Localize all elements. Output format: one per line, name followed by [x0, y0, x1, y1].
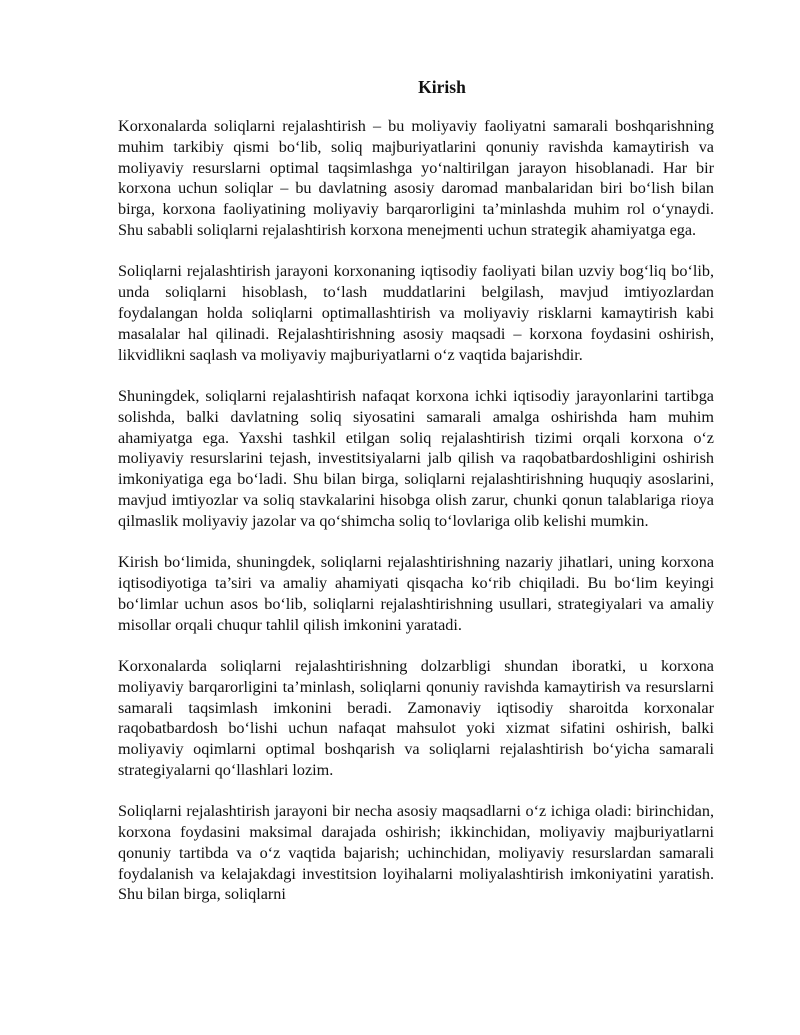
paragraph-4: Kirish bo‘limida, shuningdek, soliqlarni rejalashtirishning nazariy jihatlari, uning korxona iqtisodiyotiga ta’siri va amaliy ahamiyati qisqacha ko‘rib chiqiladi. Bu bo‘lim keyingi bo‘limlar uchun asos bo‘lib, soliqlarni rejalashtirishning usullari, strategiyalari va amaliy misollar orqali chuqur tahlil qilish imkonini yaratadi.	[118, 553, 714, 634]
paragraph-3: Shuningdek, soliqlarni rejalashtirish nafaqat korxona ichki iqtisodiy jarayonlarini tartibga solishda, balki davlatning soliq siyosatini samarali amalga oshirishda ham muhim ahamiyatga ega. Yaxshi tashkil etilgan soliq rejalashtirish tizimi orqali korxona o‘z moliyaviy resurslarini tejash, investitsiyalarni jalb qilish va raqobatbardoshligini oshirish imkoniyatiga ega bo‘ladi. Shu bilan birga, soliqlarni rejalashtirishning huquqiy asoslarini, mavjud imtiyozlar va soliq stavkalarini hisobga olish zarur, chunki qonun talablariga rioya qilmaslik moliyaviy jazolar va qo‘shimcha soliq to‘lovlariga olib kelishi mumkin.	[118, 386, 714, 530]
paragraph-1: Korxonalarda soliqlarni rejalashtirish – bu moliyaviy faoliyatni samarali boshqarishning muhim tarkibiy qismi bo‘lib, soliq majburiyatlarini qonuniy ravishda kamaytirish va moliyaviy resurslarni optimal taqsimlashga yo‘naltirilgan jarayon hisoblanadi. Har bir korxona uchun soliqlar – bu davlatning asosiy daromad manbalaridan biri bo‘lish bilan birga, korxona faoliyatining moliyaviy barqarorligini ta’minlashda muhim rol o‘ynaydi. Shu sababli soliqlarni rejalashtirish korxona menejmenti uchun strategik ahamiyatga ega.	[118, 117, 714, 239]
document-title: Kirish	[418, 77, 466, 97]
paragraph-6: Soliqlarni rejalashtirish jarayoni bir necha asosiy maqsadlarni o‘z ichiga oladi: birinchidan, korxona foydasini maksimal darajada oshirish; ikkinchidan, moliyaviy majburiyatlarni qonuniy tartibda va o‘z vaqtida bajarish; uchinchidan, moliyaviy resurslardan samarali foydalanish va kelajakdagi investitsion loyihalarni moliyalashtirish imkoniyatini yaratish. Shu bilan birga, soliqlarni	[118, 802, 714, 904]
document-page	[118, 74, 714, 905]
paragraph-5: Korxonalarda soliqlarni rejalashtirishning dolzarbligi shundan iboratki, u korxona moliyaviy barqarorligini ta’minlash, soliqlarni qonuniy ravishda kamaytirish va resurslarni samarali taqsimlash imkonini beradi. Zamonaviy iqtisodiy sharoitda korxonalar raqobatbardosh bo‘lishi uchun nafaqat mahsulot yoki xizmat sifatini oshirish, balki moliyaviy oqimlarni optimal boshqarish va soliqlarni rejalashtirish bo‘yicha samarali strategiyalarni qo‘llashlari lozim.	[118, 656, 714, 779]
paragraph-2: Soliqlarni rejalashtirish jarayoni korxonaning iqtisodiy faoliyati bilan uzviy bog‘liq bo‘lib, unda soliqlarni hisoblash, to‘lash muddatlarini belgilash, mavjud imtiyozlardan foydalangan holda soliqlarni optimallashtirish va moliyaviy risklarni kamaytirish kabi masalalar hal qilinadi. Rejalashtirishning asosiy maqsadi – korxona foydasini oshirish, likvidlikni saqlash va moliyaviy majburiyatlarni o‘z vaqtida bajarishdir.	[118, 262, 714, 364]
